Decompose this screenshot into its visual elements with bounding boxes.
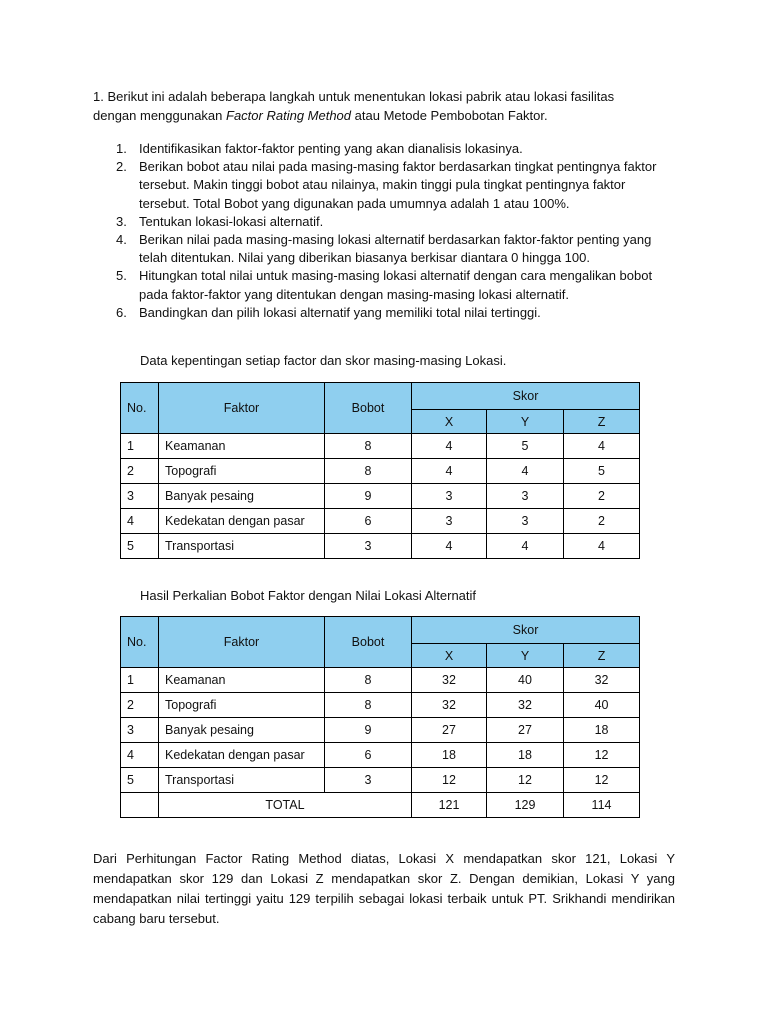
cell-x: 18 <box>412 743 487 768</box>
cell-y: 27 <box>487 718 564 743</box>
header-skor: Skor <box>412 383 640 410</box>
header-z: Z <box>564 644 640 668</box>
table2-caption: Hasil Perkalian Bobot Faktor dengan Nilai Lokasi Alternatif <box>140 588 477 603</box>
step-number: 6. <box>116 304 127 320</box>
cell-no: 5 <box>121 534 159 559</box>
cell-y: 32 <box>487 693 564 718</box>
header-bobot: Bobot <box>325 383 412 434</box>
step-number: 5. <box>116 268 127 284</box>
table-row <box>121 693 640 718</box>
cell-bobot: 8 <box>325 434 412 459</box>
cell-z: 4 <box>564 434 640 459</box>
step-item <box>93 140 673 158</box>
cell-faktor: Topografi <box>159 459 325 484</box>
step-text: Berikan bobot atau nilai pada masing-masing faktor berdasarkan tingkat pentingnya faktor tersebut. Makin tinggi bobot atau nilainya, makin tinggi pula tingkat pentingnya faktor tersebut. Total Bobot yang digunakan pada umumnya adalah 1 atau 100%. <box>139 159 657 211</box>
step-item <box>93 158 673 213</box>
header-z: Z <box>564 410 640 434</box>
cell-x: 32 <box>412 668 487 693</box>
header-y: Y <box>487 410 564 434</box>
cell-z: 18 <box>564 718 640 743</box>
cell-faktor: Transportasi <box>159 768 325 793</box>
cell-no: 5 <box>121 768 159 793</box>
cell-no: 3 <box>121 718 159 743</box>
step-text: Berikan nilai pada masing-masing lokasi alternatif berdasarkan faktor-faktor penting yang telah ditentukan. Nilai yang diberikan biasanya berkisar diantara 0 hingga 100. <box>139 232 652 266</box>
table-row <box>121 484 640 509</box>
table-row <box>121 718 640 743</box>
cell-faktor: Transportasi <box>159 534 325 559</box>
table-row <box>121 768 640 793</box>
cell-bobot: 6 <box>325 743 412 768</box>
cell-faktor: Keamanan <box>159 434 325 459</box>
cell-bobot: 3 <box>325 768 412 793</box>
intro-paragraph <box>93 87 683 125</box>
header-y: Y <box>487 644 564 668</box>
step-number: 2. <box>116 159 127 175</box>
cell-x: 32 <box>412 693 487 718</box>
cell-z: 2 <box>564 509 640 534</box>
header-no: No. <box>121 617 159 668</box>
cell-x: 3 <box>412 509 487 534</box>
cell-y: 3 <box>487 484 564 509</box>
cell-bobot: 9 <box>325 718 412 743</box>
cell-bobot: 8 <box>325 459 412 484</box>
cell-faktor: Kedekatan dengan pasar <box>159 509 325 534</box>
header-x: X <box>412 410 487 434</box>
cell-y: 18 <box>487 743 564 768</box>
step-item <box>93 304 673 322</box>
intro-number: 1. <box>93 89 104 104</box>
intro-line2-after: atau Metode Pembobotan Faktor. <box>354 108 548 123</box>
cell-bobot: 8 <box>325 668 412 693</box>
cell-y: 5 <box>487 434 564 459</box>
cell-y: 4 <box>487 459 564 484</box>
header-no: No. <box>121 383 159 434</box>
header-faktor: Faktor <box>159 617 325 668</box>
cell-z: 40 <box>564 693 640 718</box>
cell-faktor: Kedekatan dengan pasar <box>159 743 325 768</box>
total-empty-cell <box>121 793 159 818</box>
step-text: Bandingkan dan pilih lokasi alternatif yang memiliki total nilai tertinggi. <box>139 304 541 320</box>
cell-no: 1 <box>121 668 159 693</box>
cell-y: 3 <box>487 509 564 534</box>
table-row <box>121 434 640 459</box>
header-faktor: Faktor <box>159 383 325 434</box>
cell-faktor: Banyak pesaing <box>159 718 325 743</box>
step-item <box>93 267 673 303</box>
cell-x: 12 <box>412 768 487 793</box>
cell-y: 4 <box>487 534 564 559</box>
cell-bobot: 3 <box>325 534 412 559</box>
table-row <box>121 534 640 559</box>
cell-bobot: 9 <box>325 484 412 509</box>
cell-y: 40 <box>487 668 564 693</box>
intro-method-name: Factor Rating Method <box>226 108 352 123</box>
factor-score-table <box>120 382 640 559</box>
cell-no: 4 <box>121 509 159 534</box>
cell-z: 12 <box>564 743 640 768</box>
cell-z: 5 <box>564 459 640 484</box>
step-text: Hitungkan total nilai untuk masing-masing lokasi alternatif dengan cara mengalikan bobot pada faktor-faktor yang ditentukan dengan masing-masing lokasi alternatif. <box>139 268 653 302</box>
cell-bobot: 8 <box>325 693 412 718</box>
table1-caption: Data kepentingan setiap factor dan skor masing-masing Lokasi. <box>140 353 507 368</box>
table-row <box>121 509 640 534</box>
header-bobot: Bobot <box>325 617 412 668</box>
total-z: 114 <box>564 793 640 818</box>
cell-x: 4 <box>412 534 487 559</box>
cell-no: 4 <box>121 743 159 768</box>
cell-z: 2 <box>564 484 640 509</box>
table-row <box>121 743 640 768</box>
cell-x: 27 <box>412 718 487 743</box>
step-text: Identifikasikan faktor-faktor penting yang akan dianalisis lokasinya. <box>139 141 523 156</box>
cell-faktor: Topografi <box>159 693 325 718</box>
cell-z: 4 <box>564 534 640 559</box>
step-text: Tentukan lokasi-lokasi alternatif. <box>139 213 324 229</box>
cell-z: 32 <box>564 668 640 693</box>
cell-bobot: 6 <box>325 509 412 534</box>
header-skor: Skor <box>412 617 640 644</box>
intro-line2-before: dengan menggunakan <box>93 108 223 123</box>
cell-x: 3 <box>412 484 487 509</box>
cell-faktor: Banyak pesaing <box>159 484 325 509</box>
step-number: 1. <box>116 141 127 156</box>
cell-y: 12 <box>487 768 564 793</box>
conclusion-paragraph: Dari Perhitungan Factor Rating Method diatas, Lokasi X mendapatkan skor 121, Lokasi Y mendapatkan skor 129 dan Lokasi Z mendapatkan skor Z. Dengan demikian, Lokasi Y yang mendapatkan nilai tertinggi yaitu 129 terpilih sebagai lokasi terbaik untuk PT. Srikhandi mendirikan cabang baru tersebut. <box>93 851 675 926</box>
table-row <box>121 668 640 693</box>
cell-z: 12 <box>564 768 640 793</box>
cell-faktor: Keamanan <box>159 668 325 693</box>
table-row <box>121 459 640 484</box>
step-number: 4. <box>116 232 127 248</box>
cell-no: 2 <box>121 693 159 718</box>
cell-no: 2 <box>121 459 159 484</box>
step-number: 3. <box>116 213 127 229</box>
cell-x: 4 <box>412 434 487 459</box>
cell-no: 3 <box>121 484 159 509</box>
steps-list <box>93 140 673 322</box>
weighted-score-table <box>120 616 640 818</box>
header-x: X <box>412 644 487 668</box>
step-item <box>93 213 673 231</box>
step-item <box>93 231 673 267</box>
total-label: TOTAL <box>159 793 412 818</box>
intro-line1: Berikut ini adalah beberapa langkah untuk menentukan lokasi pabrik atau lokasi fasilitas <box>107 89 615 104</box>
cell-x: 4 <box>412 459 487 484</box>
cell-no: 1 <box>121 434 159 459</box>
total-row <box>121 793 640 818</box>
total-y: 129 <box>487 793 564 818</box>
total-x: 121 <box>412 793 487 818</box>
